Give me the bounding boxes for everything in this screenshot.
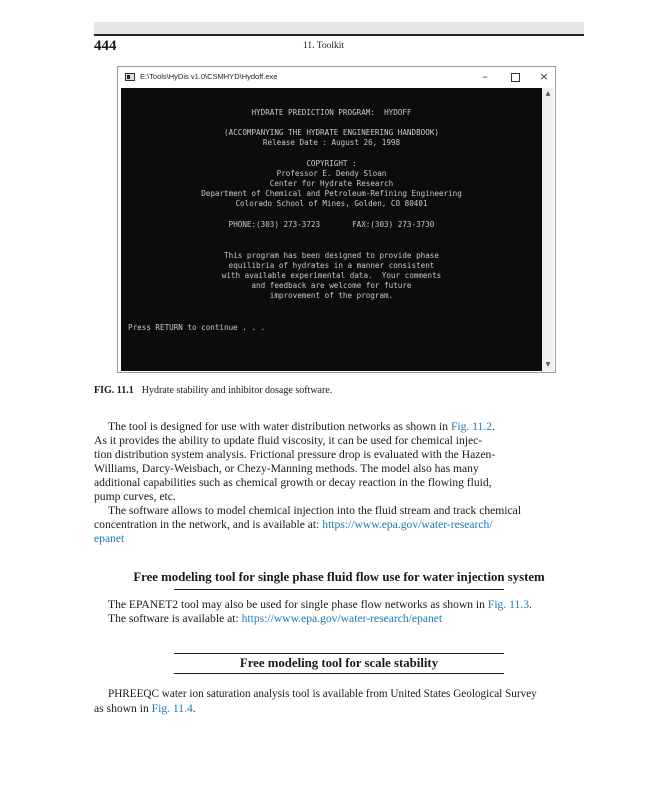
- text-line: The tool is designed for use with water distribution networks as shown in: [108, 420, 449, 433]
- console-line: Department of Chemical and Petroleum-Refining Engineering: [201, 189, 462, 198]
- console-app-icon: [125, 73, 135, 81]
- section-heading-1: Free modeling tool for single phase fluid flow use for water injection system: [133, 570, 545, 584]
- minimize-button[interactable]: –: [482, 70, 488, 83]
- page-number: 444: [94, 38, 117, 54]
- console-line: improvement of the program.: [269, 291, 394, 300]
- paragraph-1-line: additional capabilities such as chemical growth or decay reaction in the flowing fluid,: [94, 476, 492, 489]
- console-window-figure: [117, 66, 556, 373]
- text-fragment: .: [492, 420, 495, 433]
- paragraph-2-line: The software allows to model chemical injection into the fluid stream and track chemical: [108, 504, 522, 517]
- figure-link[interactable]: Fig. 11.2: [450, 420, 493, 433]
- paragraph-3-line: [94, 598, 584, 611]
- epanet-link-continued[interactable]: epanet: [94, 532, 125, 545]
- console-line: and feedback are welcome for future: [251, 281, 412, 290]
- paragraph-1-line: Williams, Darcy-Weisbach, or Chezy-Manning methods. The model also has many: [94, 462, 479, 475]
- scroll-up-icon[interactable]: ▲: [545, 90, 551, 97]
- figure-label: FIG. 11.1: [94, 385, 134, 396]
- maximize-icon: [511, 73, 520, 82]
- paragraph-4-line: PHREEQC water ion saturation analysis tool is available from United States Geological Survey: [108, 688, 537, 700]
- heading-rule: [174, 653, 504, 654]
- console-line: Release Date : August 26, 1998: [262, 138, 401, 147]
- header-shade: [94, 22, 584, 34]
- header-rule: [94, 34, 584, 36]
- paragraph-2-line: [94, 518, 584, 531]
- vertical-scrollbar[interactable]: [542, 88, 554, 371]
- console-line: PHONE:(303) 273-3723 FAX:(303) 273-3730: [228, 220, 435, 229]
- scroll-down-icon[interactable]: ▼: [545, 361, 551, 368]
- console-line: (ACCOMPANYING THE HYDRATE ENGINEERING HANDBOOK): [224, 128, 439, 137]
- text-fragment: .: [529, 598, 532, 611]
- console-line: This program has been designed to provide phase: [224, 251, 439, 260]
- figure-caption-text: Hydrate stability and inhibitor dosage software.: [141, 385, 333, 396]
- console-output[interactable]: [121, 88, 542, 371]
- text-line: The software is available at:: [108, 612, 239, 625]
- close-button[interactable]: ×: [539, 70, 549, 83]
- paragraph-3-line: [94, 612, 584, 625]
- console-line: HYDRATE PREDICTION PROGRAM: HYDOFF: [251, 108, 412, 117]
- figure-link[interactable]: Fig. 11.3: [487, 598, 529, 611]
- running-head: 11. Toolkit: [302, 41, 345, 51]
- section-heading-2: Free modeling tool for scale stability: [239, 656, 439, 670]
- window-title: E:\Tools\HyDis v1.0\CSMHYD\Hydoff.exe: [140, 72, 278, 81]
- text-fragment: .: [192, 702, 196, 715]
- paragraph-1-line: pump curves, etc.: [94, 490, 176, 503]
- text-line: as shown in: [94, 702, 149, 715]
- paragraph-1-line: tion distribution system analysis. Frictional pressure drop is evaluated with the Hazen-: [94, 448, 496, 461]
- window-titlebar: [118, 67, 555, 87]
- paragraph-2-line: [94, 532, 584, 545]
- figure-caption: [94, 385, 332, 396]
- paragraph-1: [94, 420, 584, 433]
- maximize-button[interactable]: [504, 69, 526, 85]
- epanet-link[interactable]: https://www.epa.gov/water-research/: [322, 518, 493, 531]
- figure-link[interactable]: Fig. 11.4: [151, 702, 193, 715]
- text-line: The EPANET2 tool may also be used for single phase flow networks as shown in: [108, 598, 485, 611]
- text-line: concentration in the network, and is available at:: [94, 518, 320, 531]
- paragraph-4-line: [94, 702, 584, 715]
- console-line: equilibria of hydrates in a manner consistent: [228, 261, 435, 270]
- paragraph-1-line: As it provides the ability to update fluid viscosity, it can be used for chemical injec-: [94, 434, 483, 447]
- console-line: Center for Hydrate Research: [269, 179, 394, 188]
- console-prompt: Press RETURN to continue . . .: [128, 323, 266, 332]
- heading-rule: [174, 589, 504, 590]
- console-line: COPYRIGHT :: [306, 159, 357, 168]
- console-line: Colorado School of Mines, Golden, CO 80401: [235, 199, 428, 208]
- heading-rule: [174, 673, 504, 674]
- console-line: with available experimental data. Your comments: [221, 271, 442, 280]
- console-line: Professor E. Dendy Sloan: [276, 169, 387, 178]
- epanet-link[interactable]: https://www.epa.gov/water-research/epanet: [241, 612, 443, 625]
